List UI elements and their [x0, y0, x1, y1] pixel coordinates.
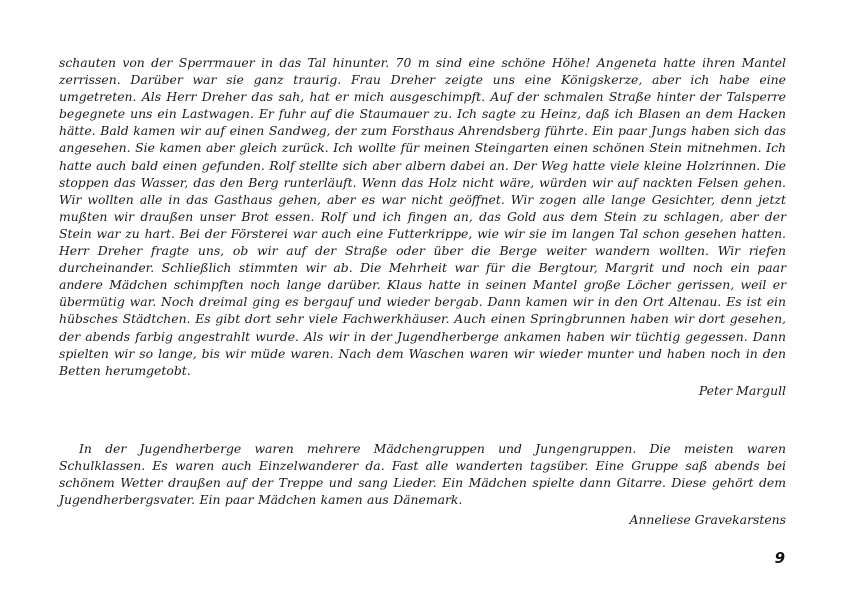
article-2-author: Anneliese Gravekarstens: [629, 512, 786, 528]
page-content: [59, 54, 786, 528]
section-spacer: [59, 399, 786, 440]
article-1-text: schauten von der Sperrmauer in das Tal hinunter. 70 m sind eine schöne Höhe! Angeneta hatte ihren Mantel zerrissen. Darüber war sie ganz traurig. Frau Dreher zeigte uns eine Königskerze, aber ich habe eine umgetreten. Als Herr Dreher das sah, hat er mich ausgeschimpft. Auf der schmalen Straße hinter der Talsperre begegnete uns ein Lastwagen. Er fuhr auf die Staumauer zu. Ich sagte zu Heinz, daß ich Blasen an dem Hacken hätte. Bald kamen wir auf einen Sandweg, der zum Forsthaus Ahrendsberg führte. Ein paar Jungs haben sich das angesehen. Sie kamen aber gleich zurück. Ich wollte für meinen Steingarten einen schönen Stein mitnehmen. Ich hatte auch bald einen gefunden. Rolf stellte sich aber albern dabei an. Der Weg hatte viele kleine Holzrinnen. Die stoppen das Wasser, das den Berg runterläuft. Wenn das Holz nicht wäre, würden wir auf nackten Felsen gehen. Wir wollten alle in das Gasthaus gehen, aber es war nicht geöffnet. Wir zogen alle lange Gesichter, denn jetzt mußten wir draußen unser Brot essen. Rolf und ich fingen an, das Gold aus dem Stein zu schlagen, aber der Stein war zu hart. Bei der Försterei war auch eine Futterkrippe, wie wir sie im langen Tal schon gesehen hatten. Herr Dreher fragte uns, ob wir auf der Straße oder über die Berge weiter wandern wollten. Wir riefen durcheinander. Schließlich stimmten wir ab. Die Mehrheit war für die Bergtour, Margrit und noch ein paar andere Mädchen schimpften noch lange darüber. Klaus hatte in seinen Mantel große Löcher gerissen, weil er übermütig war. Noch dreimal ging es bergauf und wieder bergab. Dann kamen wir in den Ort Altenau. Es ist ein hübsches Städtchen. Es gibt dort sehr viele Fachwerkhäuser. Auch einen Springbrunnen haben wir dort gesehen, der abends farbig angestrahlt wurde. Als wir in der Jugendherberge ankamen haben wir tüchtig gegessen. Dann spielten wir so lange, bis wir müde waren. Nach dem Waschen waren wir wieder munter und haben noch in den Betten herumgetobt.: [59, 55, 786, 378]
page-number: 9: [774, 549, 785, 567]
article-2-text: In der Jugendherberge waren mehrere Mädchengruppen und Jungengruppen. Die meisten waren Schulklassen. Es waren auch Einzelwanderer da. Fast alle wanderten tagsüber. Eine Gruppe saß abends bei schönem Wetter draußen auf der Treppe und sang Lieder. Ein Mädchen spielte dann Gitarre. Diese gehört dem Jugendherbergsvater. Ein paar Mädchen kamen aus Dänemark.: [59, 440, 786, 508]
article-1-author: Peter Margull: [698, 382, 786, 398]
